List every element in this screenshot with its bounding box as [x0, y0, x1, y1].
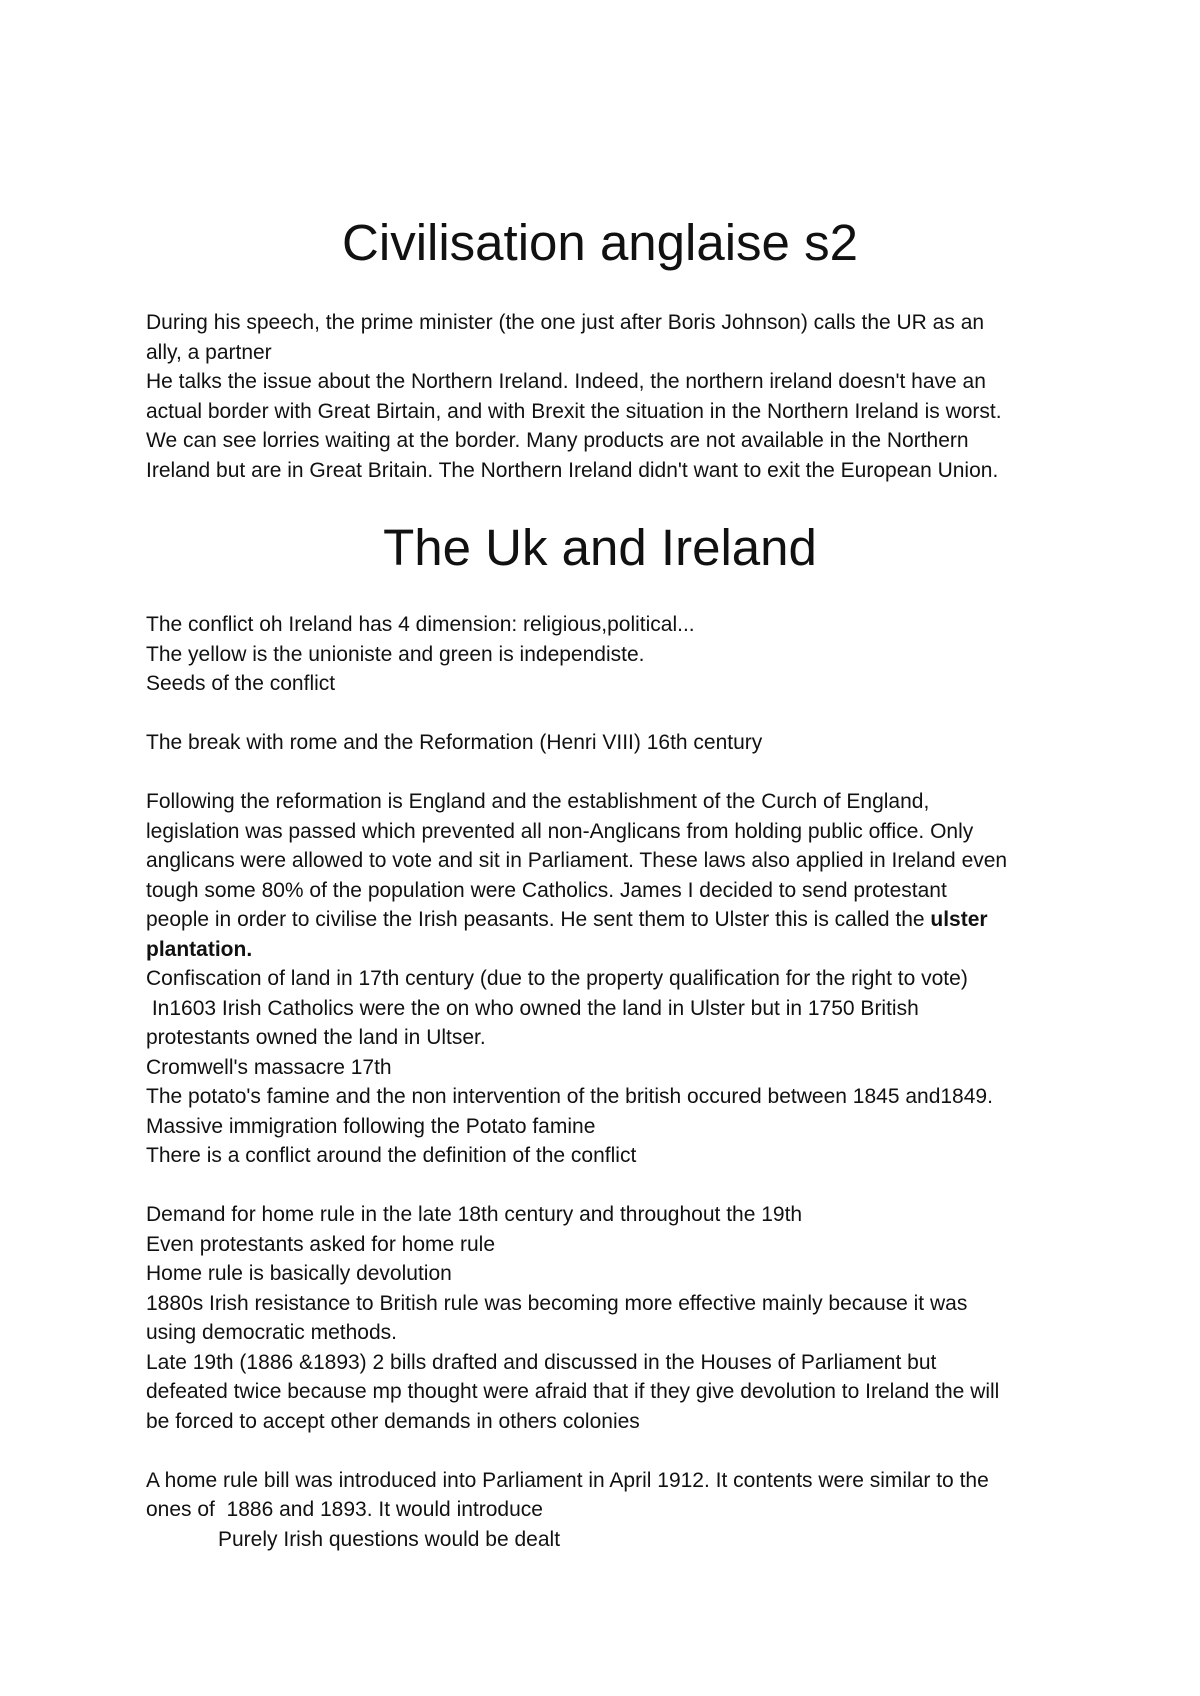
- intro-line: We can see lorries waiting at the border. Many products are not available in the Northern: [146, 429, 969, 452]
- body-line: Massive immigration following the Potato famine: [146, 1114, 596, 1138]
- body-line: using democratic methods.: [146, 1321, 397, 1344]
- intro-line: He talks the issue about the Northern Ireland. Indeed, the northern ireland doesn't have an: [146, 370, 986, 393]
- body-line: defeated twice because mp thought were afraid that if they give devolution to Ireland the will: [146, 1380, 1000, 1403]
- body-line-text: people in order to civilise the Irish peasants. He sent them to Ulster this is called the: [146, 908, 931, 931]
- body-line: tough some 80% of the population were Catholics. James I decided to send protestant: [146, 878, 947, 902]
- body-text: [146, 610, 1086, 1554]
- body-line: Confiscation of land in 17th century (due to the property qualification for the right to vote): [146, 967, 968, 990]
- intro-line: Ireland but are in Great Britain. The Northern Ireland didn't want to exit the European Union.: [146, 458, 999, 482]
- body-line: Even protestants asked for home rule: [146, 1232, 496, 1256]
- intro-paragraph: [146, 308, 1086, 485]
- body-line: Seeds of the conflict: [146, 672, 336, 695]
- paragraph-gap: [146, 758, 1086, 788]
- body-line: Demand for home rule in the late 18th century and throughout the 19th: [146, 1203, 803, 1226]
- paragraph-gap: [146, 699, 1086, 729]
- body-line: Late 19th (1886 &1893) 2 bills drafted and discussed in the Houses of Parliament but: [146, 1350, 937, 1374]
- body-line: The conflict oh Ireland has 4 dimension: religious,political...: [146, 613, 695, 636]
- body-line: The yellow is the unioniste and green is independiste.: [146, 642, 645, 666]
- body-line: Cromwell's massacre 17th: [146, 1055, 392, 1079]
- document-title: Civilisation anglaise s2: [342, 214, 858, 271]
- body-line: [146, 905, 1086, 935]
- bold-term: plantation.: [146, 937, 253, 961]
- bold-term: ulster: [930, 908, 988, 931]
- indented-line: Purely Irish questions would be dealt: [218, 1527, 561, 1551]
- body-line: anglicans were allowed to vote and sit in Parliament. These laws also applied in Ireland even: [146, 849, 1008, 872]
- body-line: Following the reformation is England and the establishment of the Curch of England,: [146, 790, 930, 813]
- intro-line: During his speech, the prime minister (the one just after Boris Johnson) calls the UR as an: [146, 311, 985, 334]
- paragraph-gap: [146, 1171, 1086, 1201]
- intro-line: actual border with Great Birtain, and with Brexit the situation in the Northern Ireland is worst.: [146, 399, 1002, 423]
- body-line: The break with rome and the Reformation (Henri VIII) 16th century: [146, 731, 763, 754]
- body-line: ones of 1886 and 1893. It would introduce: [146, 1498, 543, 1521]
- body-line: legislation was passed which prevented all non-Anglicans from holding public office. Only: [146, 819, 974, 843]
- body-line: A home rule bill was introduced into Parliament in April 1912. It contents were similar to the: [146, 1468, 989, 1492]
- body-line: In1603 Irish Catholics were the on who owned the land in Ulster but in 1750 British: [146, 996, 919, 1020]
- section-title: The Uk and Ireland: [383, 519, 817, 576]
- body-line: Home rule is basically devolution: [146, 1262, 452, 1285]
- paragraph-gap: [146, 1436, 1086, 1466]
- body-line: 1880s Irish resistance to British rule was becoming more effective mainly because it was: [146, 1291, 968, 1315]
- body-line: protestants owned the land in Ultser.: [146, 1026, 486, 1049]
- intro-line: ally, a partner: [146, 340, 272, 364]
- body-line: be forced to accept other demands in others colonies: [146, 1409, 640, 1433]
- body-line: The potato's famine and the non intervention of the british occured between 1845 and1849.: [146, 1085, 993, 1108]
- body-line: There is a conflict around the definition of the conflict: [146, 1144, 637, 1167]
